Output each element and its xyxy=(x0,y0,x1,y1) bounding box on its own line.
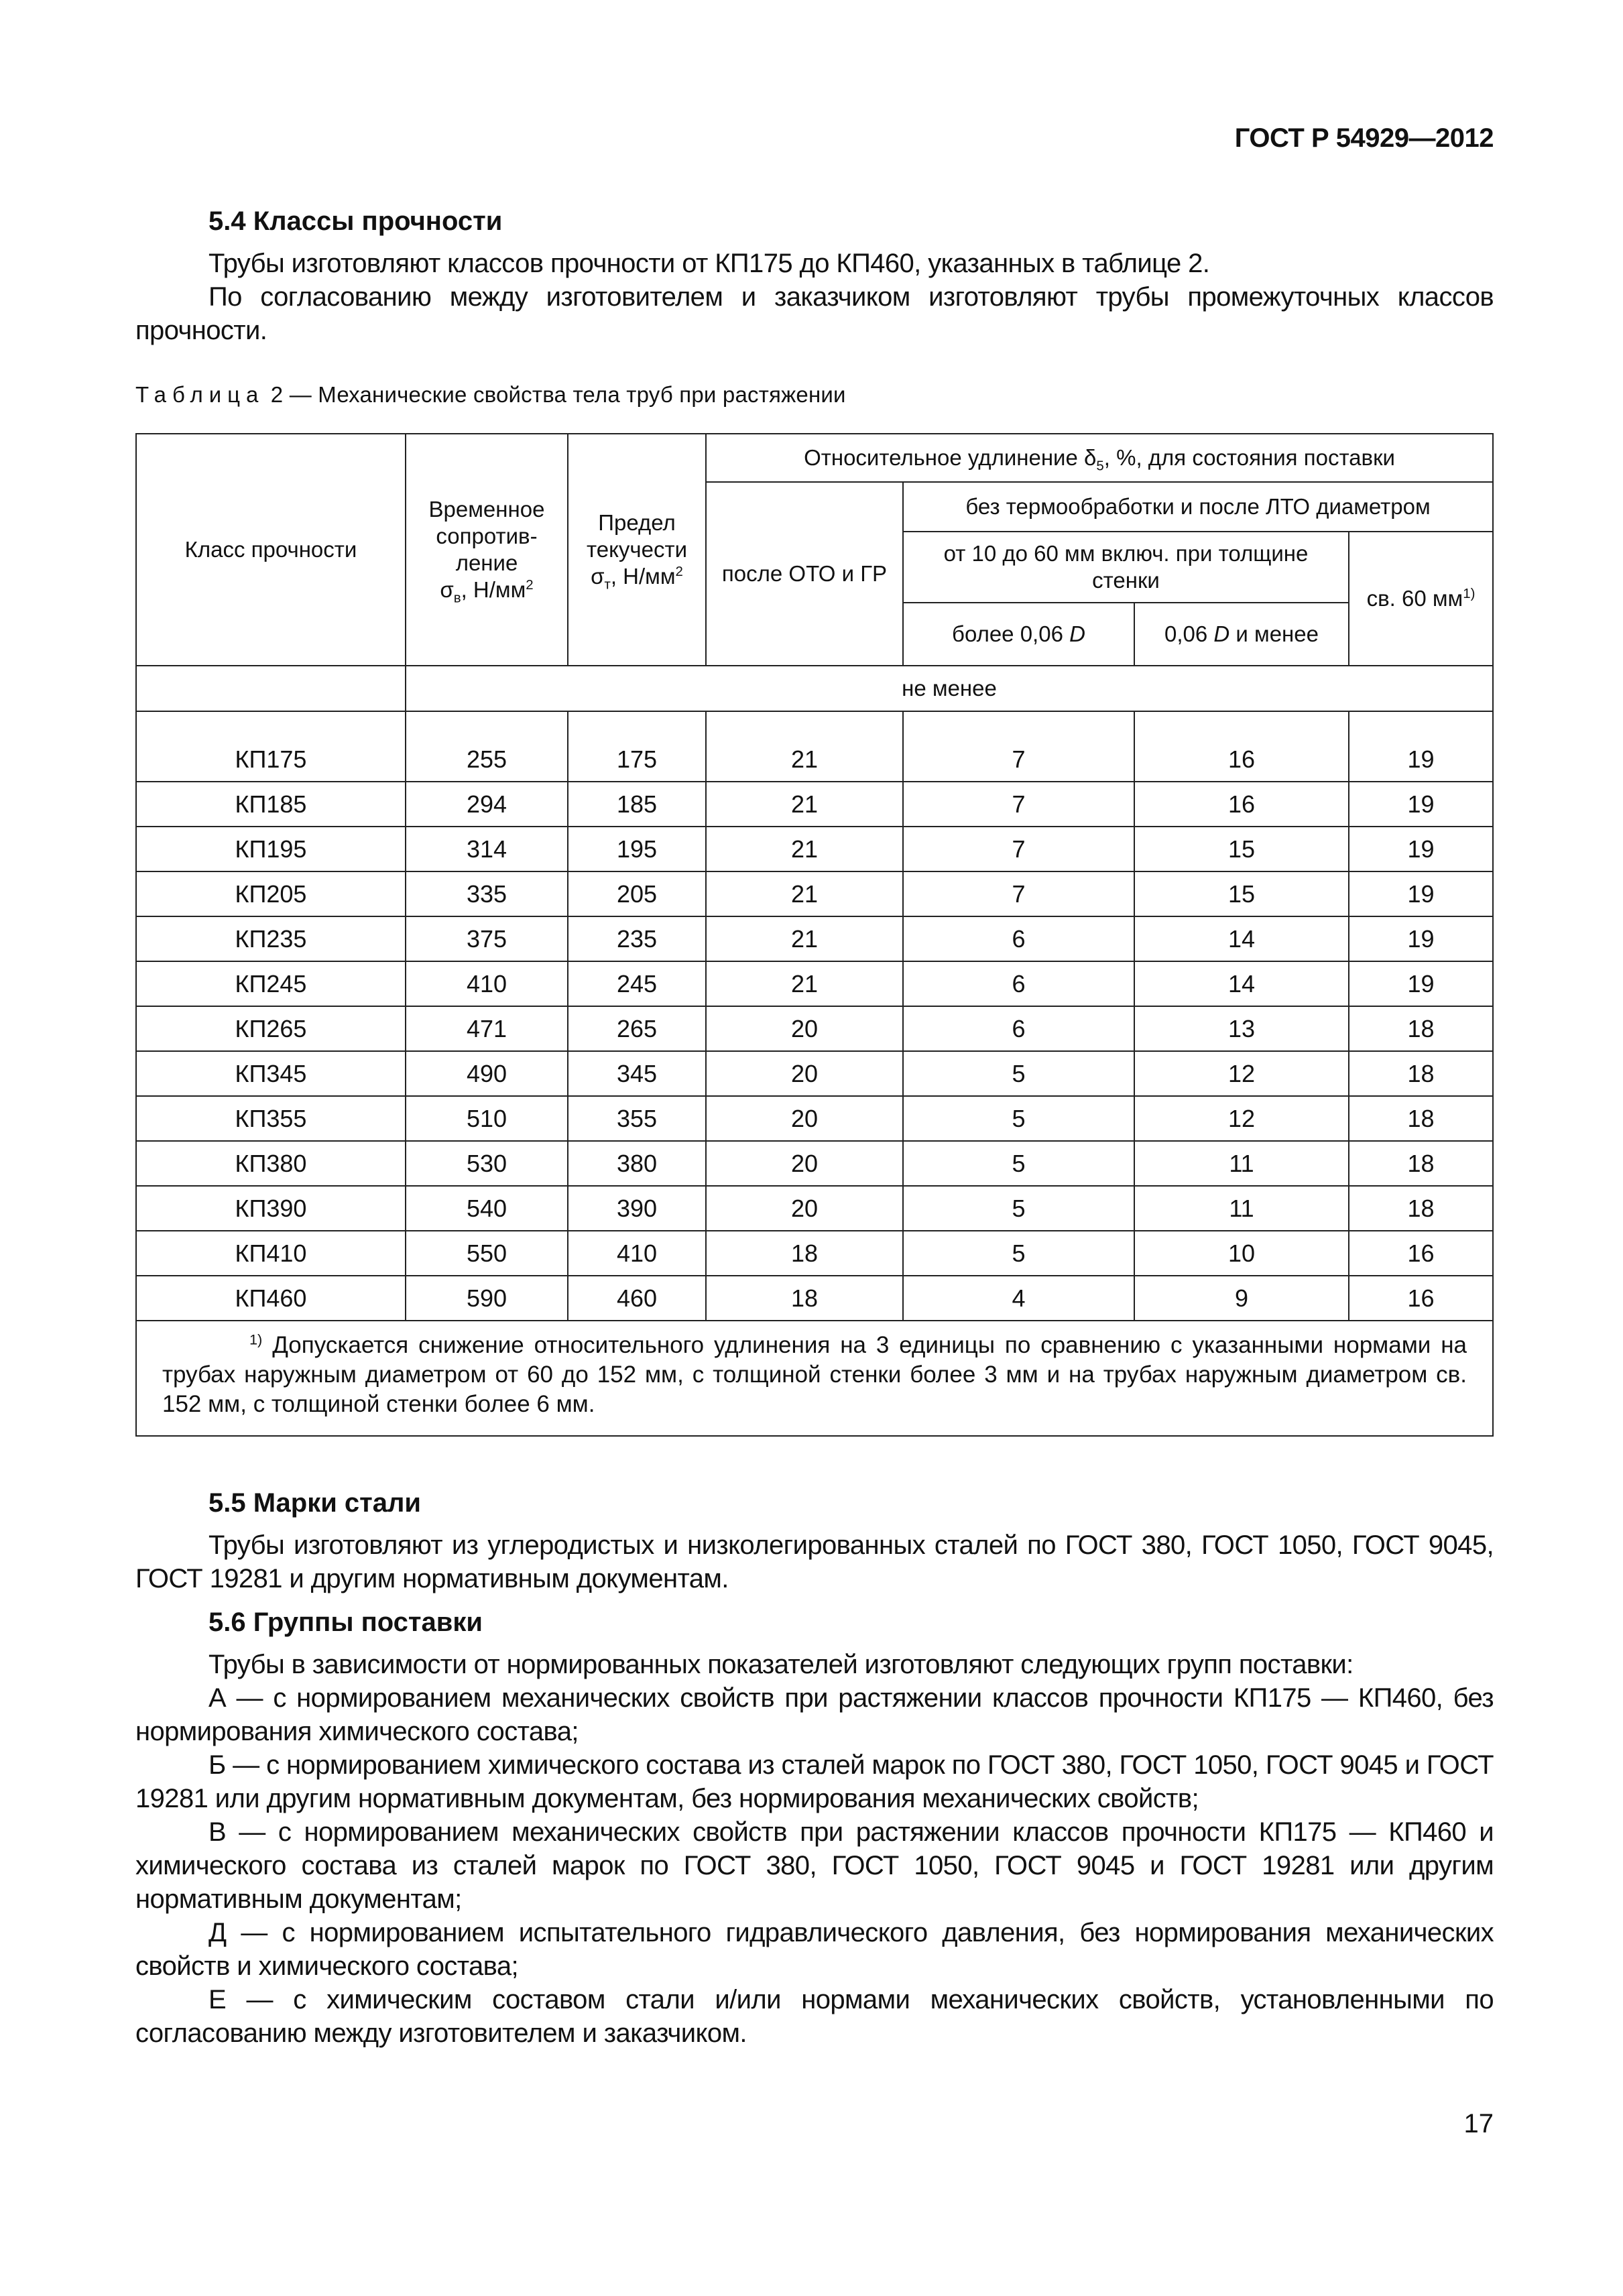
table-cell: 21 xyxy=(706,961,903,1006)
table-cell: 235 xyxy=(568,916,706,961)
table-cell: 6 xyxy=(903,961,1134,1006)
table-cell: 5 xyxy=(903,1141,1134,1186)
spacer-cell xyxy=(706,711,903,737)
table-cell: 19 xyxy=(1349,871,1493,916)
table-row xyxy=(136,1096,1493,1141)
table-cell: 21 xyxy=(706,916,903,961)
table-cell: 18 xyxy=(1349,1141,1493,1186)
document-id: ГОСТ Р 54929—2012 xyxy=(1234,123,1494,153)
table-cell: 380 xyxy=(568,1141,706,1186)
table-row xyxy=(136,1231,1493,1276)
header-no-heat-treatment: без термообработки и после ЛТО диаметром xyxy=(903,482,1493,532)
table-cell: КП205 xyxy=(136,871,406,916)
table-cell: 19 xyxy=(1349,782,1493,827)
table-row xyxy=(136,782,1493,827)
table-cell: 490 xyxy=(406,1051,568,1096)
table-cell: 510 xyxy=(406,1096,568,1141)
header-more-0-06d: более 0,06 D xyxy=(903,603,1134,666)
header-less-0-06d: 0,06 D и менее xyxy=(1134,603,1349,666)
table-cell: 20 xyxy=(706,1141,903,1186)
table-cell: 5 xyxy=(903,1096,1134,1141)
table-cell: 7 xyxy=(903,827,1134,871)
table-cell: 345 xyxy=(568,1051,706,1096)
table-row xyxy=(136,916,1493,961)
table-cell: 16 xyxy=(1134,782,1349,827)
table-row xyxy=(136,1051,1493,1096)
table-cell: 19 xyxy=(1349,827,1493,871)
table-cell: 390 xyxy=(568,1186,706,1231)
paragraph: Д — с нормированием испытательного гидравлического давления, без нормирования механических свойств и химического состава; xyxy=(135,1918,1494,1981)
table-row xyxy=(136,1276,1493,1321)
table-cell: 20 xyxy=(706,1186,903,1231)
section-5-4-body xyxy=(135,247,1494,347)
table-cell: 19 xyxy=(1349,916,1493,961)
table-caption-text: — Механические свойства тела труб при растяжении xyxy=(289,382,846,407)
section-5-4-title: 5.4 Классы прочности xyxy=(208,206,503,236)
table-caption-number: 2 xyxy=(270,382,284,407)
table-row xyxy=(136,871,1493,916)
table-cell: 18 xyxy=(1349,1186,1493,1231)
table-caption-label: Таблица xyxy=(135,382,265,407)
table-cell: 12 xyxy=(1134,1051,1349,1096)
table-cell: 410 xyxy=(568,1231,706,1276)
table-cell: 255 xyxy=(406,737,568,782)
table-caption xyxy=(135,382,846,408)
table-cell: КП245 xyxy=(136,961,406,1006)
table-cell: КП390 xyxy=(136,1186,406,1231)
header-class: Класс прочности xyxy=(136,434,406,666)
table-cell: 540 xyxy=(406,1186,568,1231)
table-cell: 19 xyxy=(1349,961,1493,1006)
table-cell: 7 xyxy=(903,871,1134,916)
table-cell: 7 xyxy=(903,737,1134,782)
table-cell: КП175 xyxy=(136,737,406,782)
table-cell: КП235 xyxy=(136,916,406,961)
footnote-mark: 1) xyxy=(249,1331,263,1348)
table-cell: 20 xyxy=(706,1096,903,1141)
table-row xyxy=(136,737,1493,782)
table-row xyxy=(136,827,1493,871)
table-row xyxy=(136,961,1493,1006)
table-row xyxy=(136,1006,1493,1051)
table-cell: 460 xyxy=(568,1276,706,1321)
table-cell: 20 xyxy=(706,1051,903,1096)
table-cell: 355 xyxy=(568,1096,706,1141)
section-5-6-title: 5.6 Группы поставки xyxy=(208,1608,483,1637)
table-cell: 16 xyxy=(1134,737,1349,782)
section-5-5-body xyxy=(135,1528,1494,1595)
paragraph: Б — с нормированием химического состава из сталей марок по ГОСТ 380, ГОСТ 1050, ГОСТ 9045 и ГОСТ 19281 или другим нормативным документам, без нормирования механических свойств; xyxy=(135,1750,1494,1813)
header-blank xyxy=(136,666,406,711)
table-cell: КП410 xyxy=(136,1231,406,1276)
table-cell: КП460 xyxy=(136,1276,406,1321)
table-cell: 15 xyxy=(1134,827,1349,871)
table-cell: 550 xyxy=(406,1231,568,1276)
table-cell: 185 xyxy=(568,782,706,827)
table-cell: 314 xyxy=(406,827,568,871)
header-over-60mm: св. 60 $мм^{1)}$ xyxy=(1349,532,1493,666)
spacer-cell xyxy=(406,711,568,737)
table-cell: 5 xyxy=(903,1231,1134,1276)
table-cell: 9 xyxy=(1134,1276,1349,1321)
paragraph: В — с нормированием механических свойств при растяжении классов прочности КП175 — КП460 и химического состава из сталей марок по ГОСТ 380, ГОСТ 1050, ГОСТ 9045 и ГОСТ 19281 или другим нормативным документам; xyxy=(135,1817,1494,1914)
mechanical-properties-table xyxy=(135,433,1494,1437)
table-cell: КП345 xyxy=(136,1051,406,1096)
paragraph: Е — с химическим составом стали и/или нормами механических свойств, установленными по согласованию между изготовителем и заказчиком. xyxy=(135,1985,1494,2048)
paragraph: По согласованию между изготовителем и заказчиком изготовляют трубы промежуточных классов прочности. xyxy=(135,282,1494,345)
table-cell: 21 xyxy=(706,782,903,827)
table-cell: 11 xyxy=(1134,1141,1349,1186)
table-cell: 18 xyxy=(706,1231,903,1276)
table-cell: 20 xyxy=(706,1006,903,1051)
table-cell: 14 xyxy=(1134,961,1349,1006)
table-cell: 11 xyxy=(1134,1186,1349,1231)
spacer-cell xyxy=(1134,711,1349,737)
table-cell: 21 xyxy=(706,871,903,916)
table-footnote-row xyxy=(136,1321,1493,1436)
table-cell: 10 xyxy=(1134,1231,1349,1276)
header-after-oto: после ОТО и ГР xyxy=(706,482,903,666)
paragraph: А — с нормированием механических свойств при растяжении классов прочности КП175 — КП460, без нормирования химического состава; xyxy=(135,1683,1494,1746)
table-cell: 5 xyxy=(903,1051,1134,1096)
table-cell: 294 xyxy=(406,782,568,827)
table-cell: 205 xyxy=(568,871,706,916)
table-cell: 6 xyxy=(903,1006,1134,1051)
table-cell: 590 xyxy=(406,1276,568,1321)
paragraph: Трубы в зависимости от нормированных показателей изготовляют следующих групп поставки: xyxy=(208,1650,1354,1679)
spacer-cell xyxy=(1349,711,1493,737)
section-5-5-title: 5.5 Марки стали xyxy=(208,1488,422,1518)
table-cell: 410 xyxy=(406,961,568,1006)
table-cell: 16 xyxy=(1349,1231,1493,1276)
table-cell: 471 xyxy=(406,1006,568,1051)
table-cell: 530 xyxy=(406,1141,568,1186)
table-cell: 245 xyxy=(568,961,706,1006)
table-row xyxy=(136,1186,1493,1231)
table-cell: 15 xyxy=(1134,871,1349,916)
table-cell: 14 xyxy=(1134,916,1349,961)
paragraph: Трубы изготовляют из углеродистых и низколегированных сталей по ГОСТ 380, ГОСТ 1050, ГОСТ 9045, ГОСТ 19281 и другим нормативным документам. xyxy=(135,1530,1494,1593)
spacer-cell xyxy=(568,711,706,737)
table-cell: КП265 xyxy=(136,1006,406,1051)
header-not-less: не менее xyxy=(406,666,1493,711)
table-cell: КП355 xyxy=(136,1096,406,1141)
table-cell: 18 xyxy=(706,1276,903,1321)
table-cell: 195 xyxy=(568,827,706,871)
table-cell: 18 xyxy=(1349,1096,1493,1141)
paragraph: Трубы изготовляют классов прочности от КП175 до КП460, указанных в таблице 2. xyxy=(208,249,1210,278)
table-cell: 21 xyxy=(706,737,903,782)
table-cell: 21 xyxy=(706,827,903,871)
header-yield-strength: Предел текучести $\sigma_т$, $Н/мм^2$ xyxy=(568,434,706,666)
table-footnote xyxy=(136,1321,1493,1436)
table-cell: 7 xyxy=(903,782,1134,827)
table-cell: 13 xyxy=(1134,1006,1349,1051)
table-cell: 12 xyxy=(1134,1096,1349,1141)
header-10-60mm: от 10 до 60 мм включ. при толщине стенки xyxy=(903,532,1349,603)
table-row xyxy=(136,1141,1493,1186)
header-tensile-strength: Временное сопротив-ление $\sigma_в$, $Н/мм^2$ xyxy=(406,434,568,666)
section-5-6-body xyxy=(135,1648,1494,2050)
spacer-cell xyxy=(903,711,1134,737)
table-cell: КП195 xyxy=(136,827,406,871)
table-cell: 18 xyxy=(1349,1006,1493,1051)
table-cell: 175 xyxy=(568,737,706,782)
table-cell: 335 xyxy=(406,871,568,916)
table-cell: 4 xyxy=(903,1276,1134,1321)
page-number: 17 xyxy=(1463,2109,1494,2138)
table-cell: КП185 xyxy=(136,782,406,827)
table-cell: 19 xyxy=(1349,737,1493,782)
table-cell: КП380 xyxy=(136,1141,406,1186)
table-cell: 18 xyxy=(1349,1051,1493,1096)
header-elongation: Относительное удлинение $\delta_5$, %, для состояния поставки xyxy=(706,434,1493,482)
table-cell: 6 xyxy=(903,916,1134,961)
table-cell: 375 xyxy=(406,916,568,961)
table-cell: 265 xyxy=(568,1006,706,1051)
table-cell: 16 xyxy=(1349,1276,1493,1321)
spacer-cell xyxy=(136,711,406,737)
footnote-text: Допускается снижение относительного удлинения на 3 единицы по сравнению с указанными нормами на трубах наружным диаметром от 60 до 152 мм, с толщиной стенки более 3 мм и на трубах наружным диаметром св. 152 мм, с толщиной стенки более 6 мм. xyxy=(162,1332,1467,1417)
table-cell: 5 xyxy=(903,1186,1134,1231)
